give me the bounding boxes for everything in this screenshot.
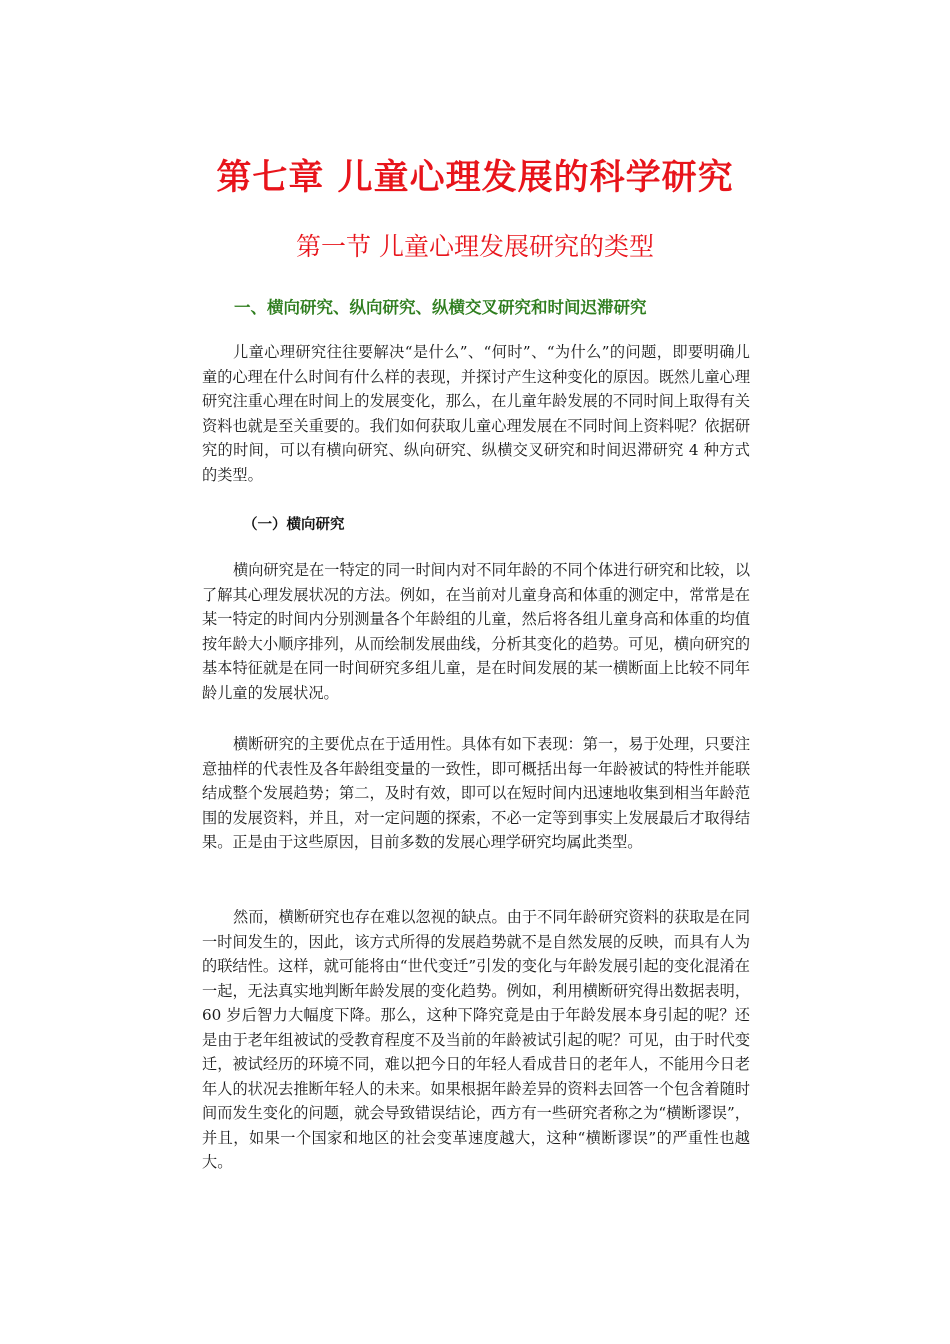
- body-paragraph: 横向研究是在一特定的同一时间内对不同年龄的不同个体进行研究和比较，以了解其心理发展状况的方法。例如，在当前对儿童身高和体重的测定中，常常是在某一特定的时间内分别测量各个年龄组的儿童，然后将各组儿童身高和体重的均值按年龄大小顺序排列，从而绘制发展曲线，分析其变化的趋势。可见，横向研究的基本特征就是在同一时间研究多组儿童，是在时间发展的某一横断面上比较不同年龄儿童的发展状况。: [202, 561, 750, 702]
- intro-paragraph: 儿童心理研究往往要解决“是什么”、“何时”、“为什么”的问题，即要明确儿童的心理在什么时间有什么样的表现，并探讨产生这种变化的原因。既然儿童心理研究注重心理在时间上的发展变化，那么，在儿童年龄发展的不同时间上取得有关资料也就是至关重要的。我们如何获取儿童心理发展在不同时间上资料呢？依据研究的时间，可以有横向研究、纵向研究、纵横交叉研究和时间迟滞研究 4 种方式的类型。: [202, 343, 750, 484]
- subsection-title: 一、横向研究、纵向研究、纵横交叉研究和时间迟滞研究: [234, 298, 647, 317]
- paragraph-block-2: [202, 732, 750, 855]
- paragraph-block-1: [202, 558, 750, 705]
- intro-paragraph-block: [202, 340, 750, 487]
- chapter-title: 第七章 儿童心理发展的科学研究: [216, 158, 734, 198]
- body-paragraph: 横断研究的主要优点在于适用性。具体有如下表现：第一，易于处理，只要注意抽样的代表性及各年龄组变量的一致性，即可概括出每一年龄被试的特性并能联结成整个发展趋势；第二，及时有效，即可以在短时间内迅速地收集到相当年龄范围的发展资料，并且，对一定问题的探索，不必一定等到事实上发展最后才取得结果。正是由于这些原因，目前多数的发展心理学研究均属此类型。: [202, 735, 750, 851]
- item-title-cross-sectional: （一）横向研究: [243, 517, 345, 533]
- section-title: 第一节 儿童心理发展研究的类型: [296, 232, 654, 261]
- body-paragraph: 然而，横断研究也存在难以忽视的缺点。由于不同年龄研究资料的获取是在同一时间发生的，因此，该方式所得的发展趋势就不是自然发展的反映，而具有人为的联结性。这样，就可能将由“世代变迁”引发的变化与年龄发展引起的变化混淆在一起，无法真实地判断年龄发展的变化趋势。例如，利用横断研究得出数据表明，60 岁后智力大幅度下降。那么，这种下降究竟是由于年龄发展本身引起的呢？还是由于老年组被试的受教育程度不及当前的年龄被试引起的呢？可见，由于时代变迁，被试经历的环境不同，难以把今日的年轻人看成昔日的老年人，不能用今日老年人的状况去推断年轻人的未来。如果根据年龄差异的资料去回答一个包含着随时间而发生变化的问题，就会导致错误结论，西方有一些研究者称之为“横断谬误”，并且，如果一个国家和地区的社会变革速度越大，这种“横断谬误”的严重性也越大。: [202, 908, 750, 1171]
- paragraph-block-3: [202, 905, 750, 1175]
